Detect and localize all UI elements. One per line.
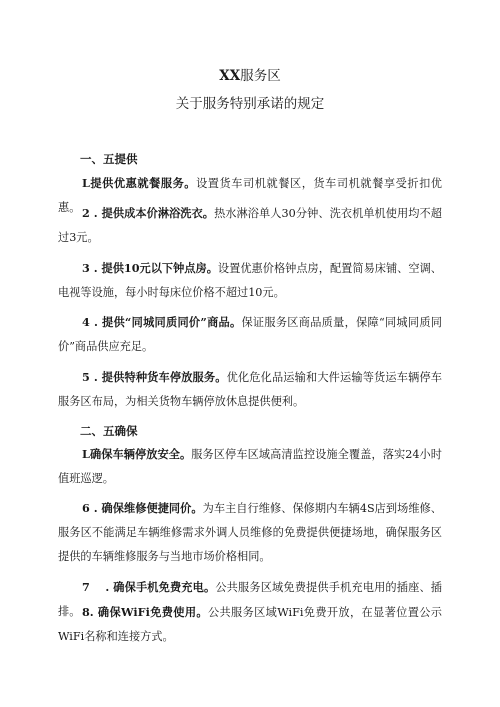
paragraph-body: 设置优惠价格钟点房，配置简易床铺、空调、电视等设施，每小时每床位价格不超过10元。: [58, 262, 442, 299]
title-suffix: 服务区: [240, 68, 281, 84]
paragraph-body: 为车主自行维修、保修期内车辆4S店到场维修、服务区不能满足车辆维修需求外调人员维修的免费提供便捷场地，确保服务区提供的车辆维修服务与当地市场价格相同。: [58, 502, 442, 563]
section-heading-five-ensure: 二、五确保: [80, 424, 138, 438]
paragraph-ensure-2: [58, 496, 442, 569]
paragraph-provide-2: [58, 201, 442, 250]
paragraph-lead: L确保车辆停放安全。: [82, 447, 192, 461]
paragraph-lead: 6 . 确保维修便捷同价。: [82, 501, 203, 515]
paragraph-ensure-1: [58, 442, 442, 491]
paragraph-body: 优化危化品运输和大件运输等货运车辆停车服务区布局，为相关货物车辆停放休息提供便利。: [58, 371, 442, 408]
paragraph-lead: 7 . 确保手机免费充电。: [82, 580, 216, 594]
section-heading-five-provide: 一、五提供: [80, 152, 138, 166]
paragraph-body: 公共服务区域WiFi免费开放，在显著位置公示WiFi名称和连接方式。: [58, 606, 442, 643]
paragraph-body: 设置货车司机就餐区，货车司机就餐享受折扣优惠。: [58, 177, 442, 214]
paragraph-body: 保证服务区商品质量，保障“同城同质同价”商品供应充足。: [58, 316, 442, 353]
paragraph-provide-5: [58, 365, 442, 414]
document-subtitle: 关于服务特别承诺的规定: [175, 96, 325, 112]
paragraph-lead: 8. 确保WiFi免费使用。: [82, 605, 208, 619]
paragraph-body: 热水淋浴单人30分钟、洗衣机单机使用均不超过3元。: [58, 207, 442, 244]
paragraph-lead: 4 . 提供“同城同质同价”商品。: [82, 315, 242, 329]
document-title: [0, 67, 500, 85]
paragraph-provide-4: [58, 310, 442, 359]
paragraph-body: 服务区停车区域高清监控设施全覆盖，落实24小时值班巡逻。: [58, 448, 442, 485]
paragraph-lead: 5 . 提供特种货车停放服务。: [82, 370, 227, 384]
paragraph-provide-3: [58, 256, 442, 305]
paragraph-lead: 3 . 提供10元以下钟点房。: [82, 261, 218, 275]
paragraph-body: 公共服务区域免费提供手机充电用的插座、插排。: [58, 581, 442, 618]
title-prefix: XX: [219, 68, 241, 84]
paragraph-ensure-4: [58, 600, 442, 649]
paragraph-lead: 2 . 提供成本价淋浴洗衣。: [82, 206, 215, 220]
paragraph-lead: L提供优惠就餐服务。: [82, 176, 197, 190]
